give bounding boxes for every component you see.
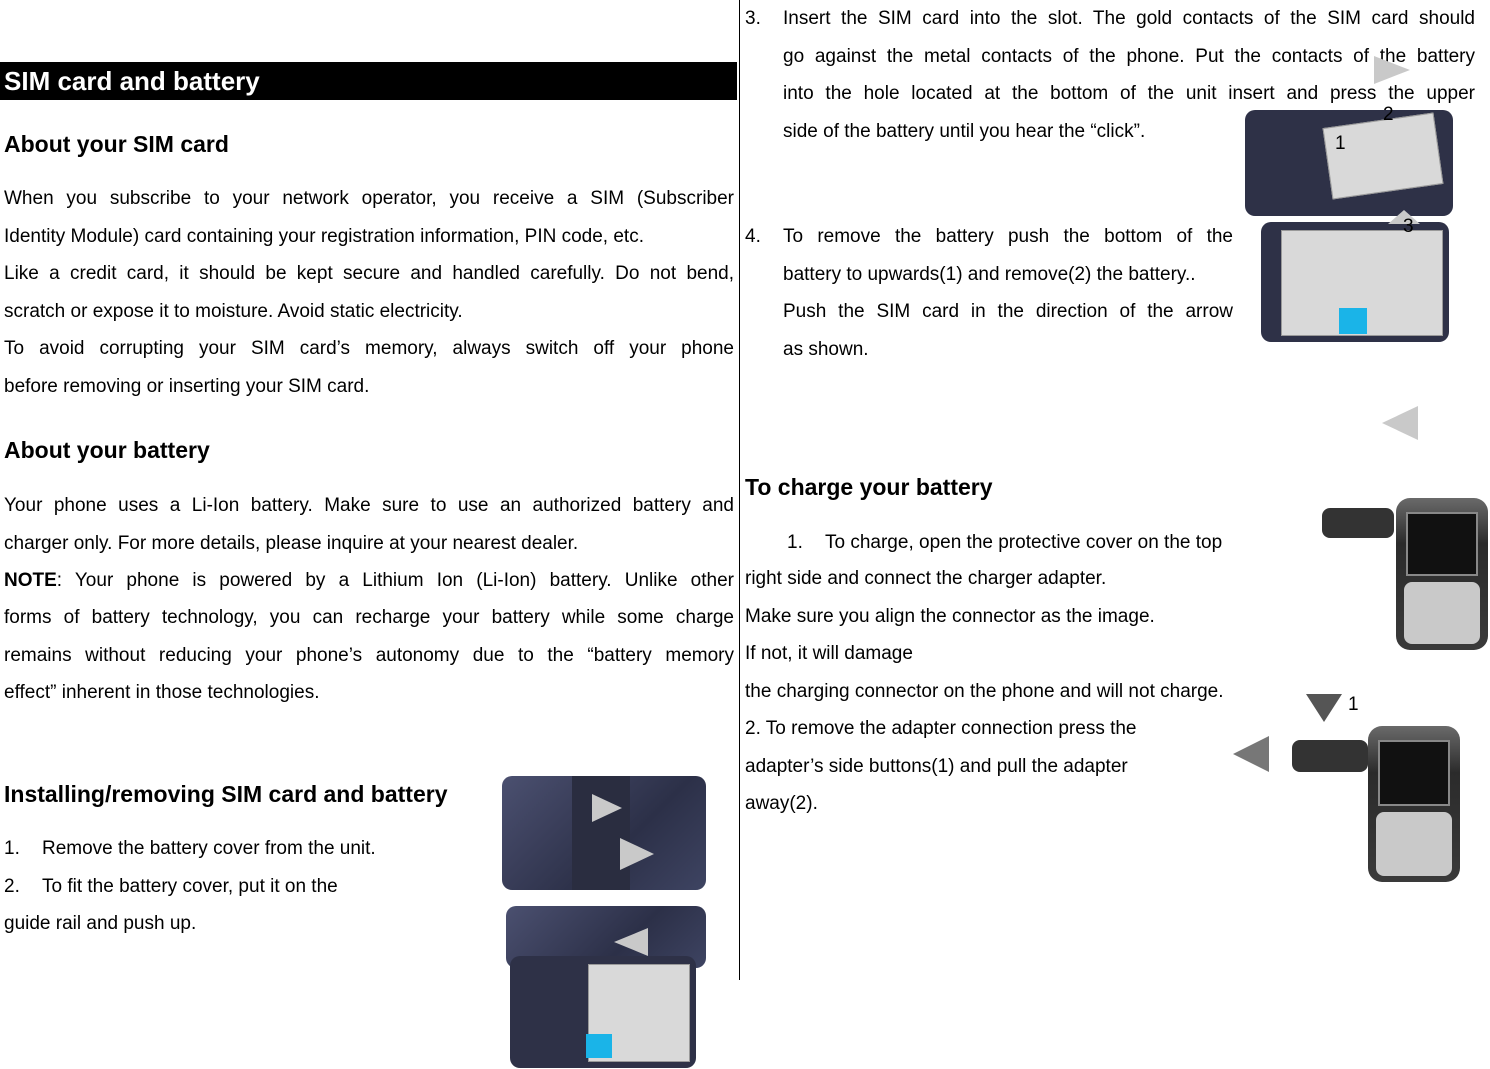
- charge-step-1: [787, 532, 1222, 554]
- section-title-bar: [0, 62, 737, 100]
- battery-text-line: remains without reducing your phone’s autonomy due to the “battery memory: [4, 645, 734, 666]
- charge-text: If not, it will damage: [745, 643, 913, 664]
- battery-text-line: Your phone uses a Li-Ion battery. Make sure to use an authorized battery and: [4, 495, 734, 516]
- charge-text: right side and connect the charger adapter.: [745, 568, 1107, 589]
- step3-text: go against the metal contacts of the phone. Put the contacts of the battery: [783, 46, 1475, 67]
- battery-removed-image: [1261, 222, 1449, 342]
- figure-label: 2: [1383, 104, 1394, 125]
- phone-charger-remove-image: [1368, 726, 1460, 882]
- battery-text-line: charger only. For more details, please inquire at your nearest dealer.: [4, 533, 579, 554]
- arrow-down-icon: [1306, 694, 1342, 722]
- figure-label: 1: [1348, 694, 1359, 715]
- phone-battery-open-image: [510, 956, 696, 1068]
- step4-line: [745, 226, 1233, 248]
- phone-keypad: [1404, 582, 1480, 644]
- step-number: 3.: [745, 8, 761, 29]
- step3-text: side of the battery until you hear the “click”.: [783, 121, 1146, 142]
- step-number: 2.: [4, 876, 20, 897]
- step-number: 1.: [787, 532, 803, 553]
- step4-text: as shown.: [783, 339, 869, 360]
- battery-text-line: effect” inherent in those technologies.: [4, 682, 320, 703]
- phone-screen: [1378, 740, 1450, 806]
- step4-text: To remove the battery push the bottom of the: [783, 226, 1233, 247]
- sim-text-line: Identity Module) card containing your registration information, PIN code, etc.: [4, 226, 644, 247]
- arrow-right-icon: [592, 794, 622, 822]
- arrow-left-icon: [614, 928, 648, 956]
- sim-text-line: Like a credit card, it should be kept secure and handled carefully. Do not bend,: [4, 263, 734, 284]
- note-text: : Your phone is powered by a Lithium Ion (Li-Ion) battery. Unlike other: [56, 570, 734, 591]
- charge-text: Make sure you align the connector as the image.: [745, 606, 1155, 627]
- column-divider: [739, 0, 740, 980]
- step-number: 4.: [745, 226, 761, 247]
- sim-card-icon: [586, 1034, 612, 1058]
- note-label: NOTE: [4, 570, 57, 591]
- sim-heading: About your SIM card: [4, 131, 229, 157]
- charge-text: 2. To remove the adapter connection press the: [745, 718, 1137, 739]
- sim-text-line: before removing or inserting your SIM card.: [4, 376, 370, 397]
- figure-label: 3: [1403, 216, 1414, 237]
- charger-connector: [1322, 508, 1394, 538]
- step4-text: battery to upwards(1) and remove(2) the battery..: [783, 264, 1196, 285]
- battery-insert-image: [1245, 110, 1453, 216]
- sim-text-line: When you subscribe to your network operator, you receive a SIM (Subscriber: [4, 188, 734, 209]
- step3-line: [745, 8, 1475, 30]
- charge-text: adapter’s side buttons(1) and pull the adapter: [745, 756, 1128, 777]
- phone-keypad: [1376, 812, 1452, 876]
- sim-text-line: To avoid corrupting your SIM card’s memory, always switch off your phone: [4, 338, 734, 359]
- charge-heading: To charge your battery: [745, 474, 993, 500]
- charge-text: the charging connector on the phone and will not charge.: [745, 681, 1224, 702]
- sim-card-icon: [1339, 308, 1367, 334]
- battery-note-line: [4, 570, 734, 592]
- battery-text-line: forms of battery technology, you can recharge your battery while some charge: [4, 607, 734, 628]
- charge-text: away(2).: [745, 793, 818, 814]
- step-text: To fit the battery cover, put it on the: [42, 876, 338, 897]
- arrow-left-icon: [1382, 406, 1418, 440]
- step-text: Remove the battery cover from the unit.: [42, 838, 376, 859]
- step-number: 1.: [4, 838, 20, 859]
- battery-heading: About your battery: [4, 437, 210, 463]
- arrow-right-icon: [1374, 56, 1410, 84]
- install-step-1: [4, 838, 376, 860]
- install-heading: Installing/removing SIM card and battery: [4, 781, 448, 807]
- step3-text: Insert the SIM card into the slot. The gold contacts of the SIM card should: [783, 8, 1475, 29]
- phone-charging-image: [1396, 498, 1488, 650]
- install-step-2-cont: guide rail and push up.: [4, 913, 197, 934]
- sim-text-line: scratch or expose it to moisture. Avoid static electricity.: [4, 301, 463, 322]
- charge-text: To charge, open the protective cover on the top: [825, 532, 1223, 553]
- section-title: SIM card and battery: [4, 66, 260, 96]
- install-step-2: [4, 876, 338, 898]
- step3-text: into the hole located at the bottom of the unit insert and press the upper: [783, 83, 1475, 104]
- arrow-left-icon: [1233, 736, 1269, 772]
- arrow-right-icon: [620, 838, 654, 870]
- step4-text: Push the SIM card in the direction of the arrow: [783, 301, 1233, 322]
- charger-connector: [1292, 740, 1368, 772]
- phone-screen: [1406, 512, 1478, 576]
- figure-label: 1: [1335, 133, 1346, 154]
- phone-back-cover-image: [502, 776, 706, 890]
